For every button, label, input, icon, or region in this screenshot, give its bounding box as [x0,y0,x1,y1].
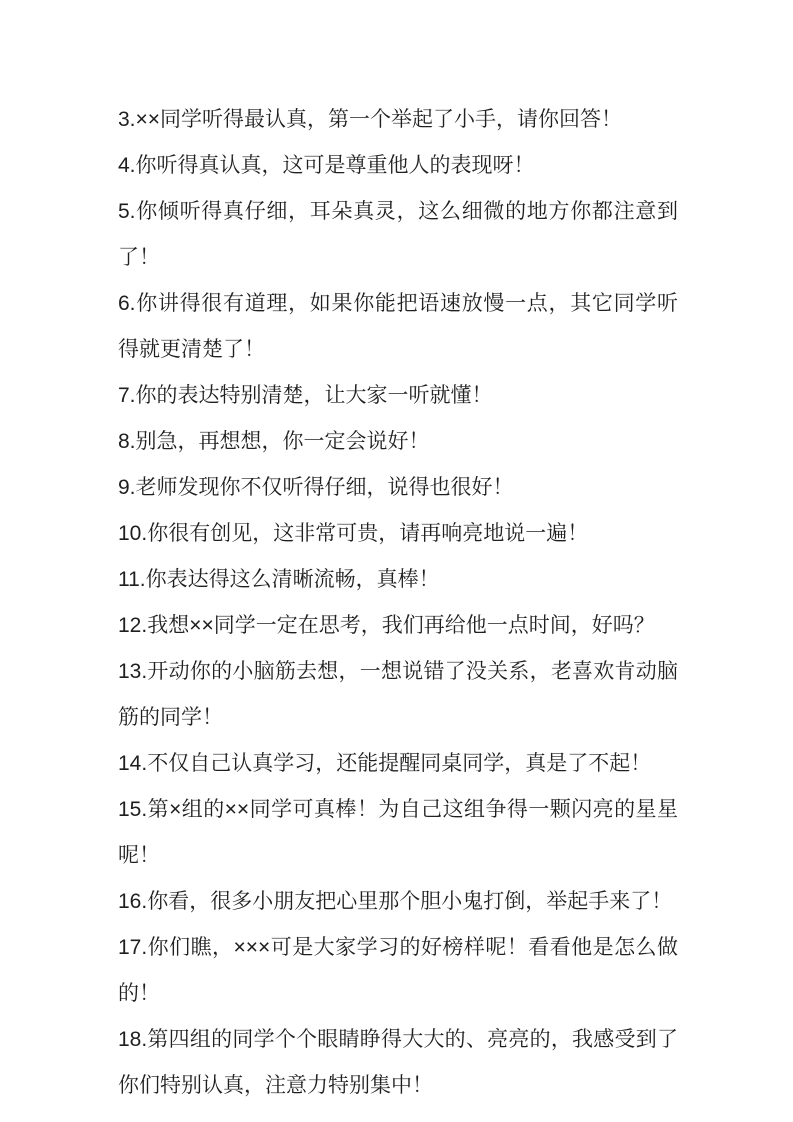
paragraph: 13.开动你的小脑筋去想，一想说错了没关系，老喜欢肯动脑筋的同学！ [118,660,678,729]
paragraph: 15.第×组的××同学可真棒！为自己这组争得一颗闪亮的星星呢！ [118,798,678,867]
paragraph: 8.别急，再想想，你一定会说好！ [118,430,430,453]
paragraph: 18.第四组的同学个个眼睛睁得大大的、亮亮的，我感受到了你们特别认真，注意力特别集中！ [118,1028,678,1097]
paragraph: 16.你看，很多小朋友把心里那个胆小鬼打倒，举起手来了！ [118,890,673,913]
paragraph: 14.不仅自己认真学习，还能提醒同桌同学，真是了不起！ [118,752,652,775]
paragraph: 12.我想××同学一定在思考，我们再给他一点时间，好吗？ [118,614,655,637]
paragraph: 11.你表达得这么清晰流畅，真棒！ [118,568,440,591]
paragraph: 9.老师发现你不仅听得仔细，说得也很好！ [118,476,514,499]
paragraph: 3.××同学听得最认真，第一个举起了小手，请你回答！ [118,108,623,131]
paragraph: 5.你倾听得真仔细，耳朵真灵，这么细微的地方你都注意到了！ [118,200,678,269]
paragraph: 6.你讲得很有道理，如果你能把语速放慢一点，其它同学听得就更清楚了！ [118,292,678,361]
paragraph: 7.你的表达特别清楚，让大家一听就懂！ [118,384,493,407]
paragraph: 4.你听得真认真，这可是尊重他人的表现呀！ [118,154,535,177]
paragraph: 10.你很有创见，这非常可贵，请再响亮地说一遍！ [118,522,589,545]
document-body [118,97,678,1109]
paragraph: 17.你们瞧，×××可是大家学习的好榜样呢！看看他是怎么做的！ [118,936,678,1005]
